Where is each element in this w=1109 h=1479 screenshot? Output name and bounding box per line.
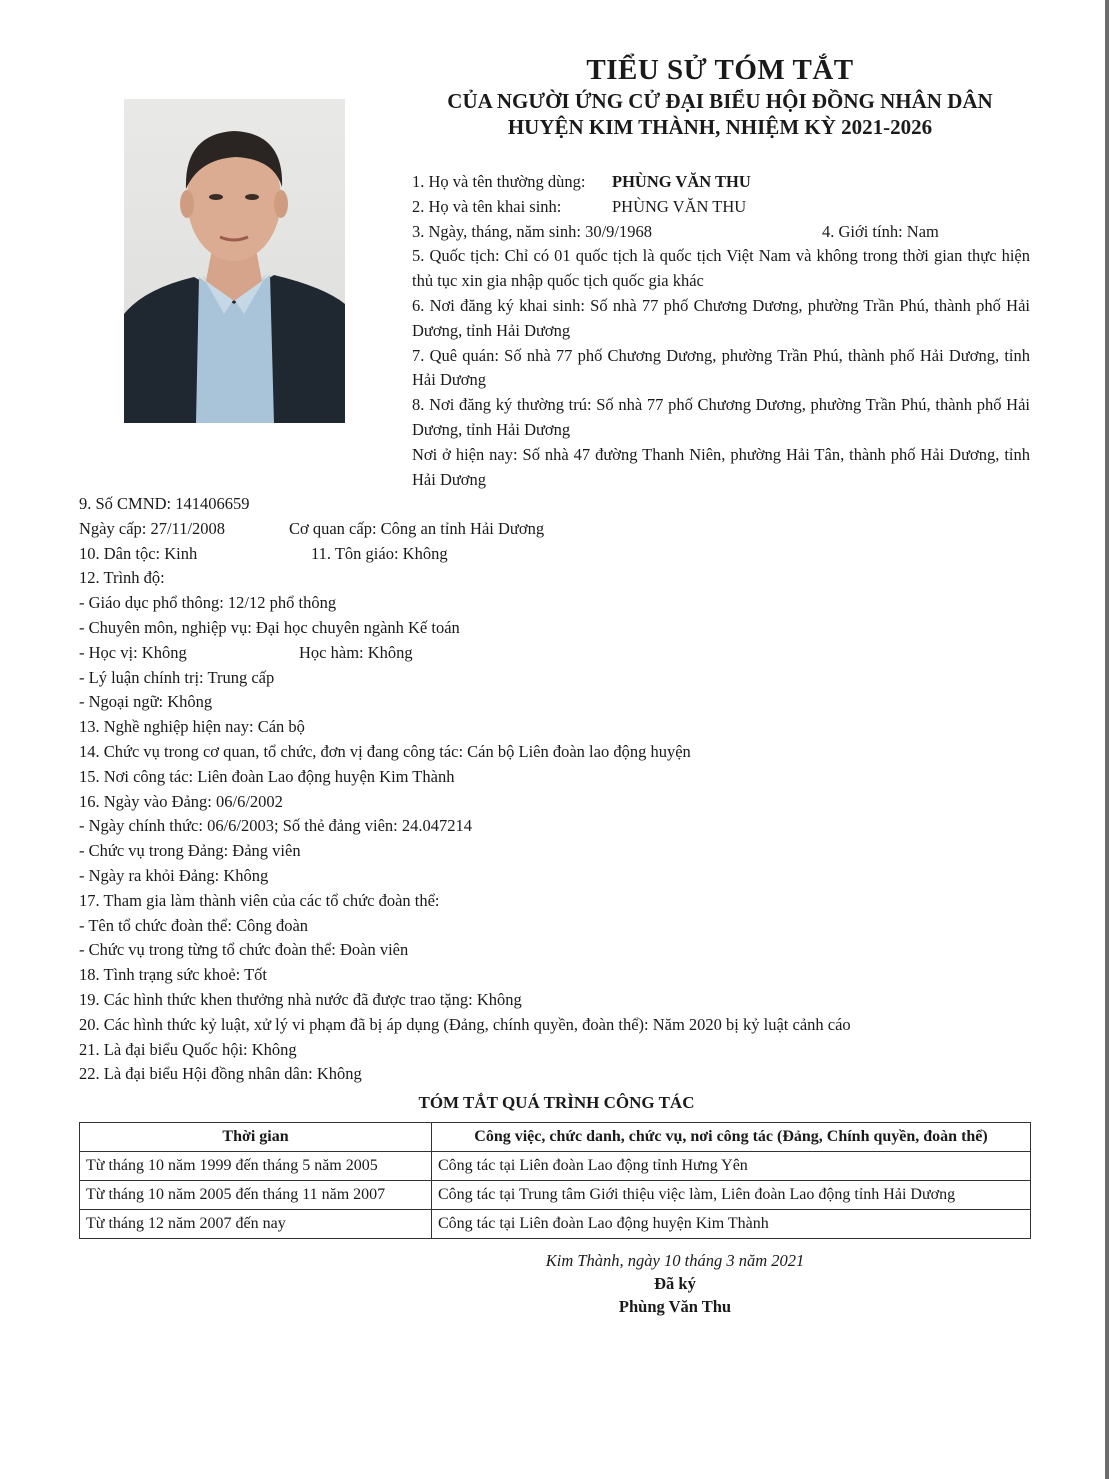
occupation: 13. Nghề nghiệp hiện nay: Cán bộ: [79, 717, 305, 737]
academic-title: Học hàm: Không: [299, 642, 413, 662]
signature-block: [530, 1249, 820, 1318]
document-subtitle-1: CỦA NGƯỜI ỨNG CỬ ĐẠI BIỂU HỘI ĐỒNG NHÂN DÂN: [447, 89, 993, 113]
birth-name-value: PHÙNG VĂN THU: [612, 196, 747, 216]
common-name-label: 1. Họ và tên thường dùng:: [412, 172, 586, 191]
birth-name-label: 2. Họ và tên khai sinh:: [412, 196, 562, 216]
foreign-language: - Ngoại ngữ: Không: [79, 692, 213, 712]
education-heading: 12. Trình độ:: [79, 568, 165, 588]
religion: 11. Tôn giáo: Không: [311, 543, 448, 563]
column-header-time: Thời gian: [80, 1123, 432, 1152]
portrait-image: [124, 99, 345, 423]
table-row: [80, 1181, 1031, 1210]
column-header-work: Công việc, chức danh, chức vụ, nơi công tác (Đảng, Chính quyền, đoàn thể): [432, 1123, 1031, 1152]
document-header: [400, 52, 1040, 140]
personal-info-main: [79, 492, 1039, 1087]
table-header-row: [80, 1123, 1031, 1152]
info-line-3: [412, 220, 1030, 245]
signer-name: Phùng Văn Thu: [618, 1297, 732, 1316]
ethnicity: 10. Dân tộc: Kinh: [79, 543, 198, 563]
id-issue-date: Ngày cấp: 27/11/2008: [79, 518, 226, 538]
party-join-date: 16. Ngày vào Đảng: 06/6/2002: [79, 791, 283, 811]
gender: 4. Giới tính: Nam: [822, 221, 939, 241]
national-assembly-delegate: 21. Là đại biểu Quốc hội: Không: [79, 1039, 297, 1059]
info-line-2: [412, 195, 1030, 220]
workplace: 15. Nơi công tác: Liên đoàn Lao động huyện Kim Thành: [79, 766, 455, 786]
organization-position: - Chức vụ trong từng tổ chức đoàn thể: Đoàn viên: [79, 940, 409, 960]
signed-note: Đã ký: [654, 1274, 696, 1293]
table-row: [80, 1152, 1031, 1181]
table-cell-work: Công tác tại Liên đoàn Lao động tỉnh Hưng Yên: [432, 1152, 1031, 1181]
id-issue-agency: Cơ quan cấp: Công an tỉnh Hải Dương: [289, 518, 545, 538]
dob: 3. Ngày, tháng, năm sinh: 30/9/1968: [412, 221, 652, 241]
birth-registration-place: 6. Nơi đăng ký khai sinh: Số nhà 77 phố Chương Dương, phường Trần Phú, thành phố Hải Dương, tỉnh Hải Dương: [412, 295, 1030, 340]
discipline: 20. Các hình thức kỷ luật, xử lý vi phạm đã bị áp dụng (Đảng, chính quyền, đoàn thể): Năm 2020 bị kỷ luật cảnh cáo: [79, 1014, 851, 1034]
portrait-photo: [124, 99, 345, 423]
general-education: - Giáo dục phổ thông: 12/12 phổ thông: [79, 593, 337, 613]
permanent-residence: 8. Nơi đăng ký thường trú: Số nhà 77 phố Chương Dương, phường Trần Phú, thành phố Hải Dương, tỉnh Hải Dương: [412, 395, 1030, 439]
id-issue-line: [79, 517, 1039, 542]
council-delegate: 22. Là đại biểu Hội đồng nhân dân: Không: [79, 1064, 362, 1084]
academic-degree: - Học vị: Không: [79, 642, 187, 662]
party-official-date: - Ngày chính thức: 06/6/2003; Số thẻ đảng viên: 24.047214: [79, 816, 472, 836]
info-line-1: [412, 170, 1030, 195]
table-cell-work: Công tác tại Trung tâm Giới thiệu việc làm, Liên đoàn Lao động tỉnh Hải Dương: [432, 1181, 1031, 1210]
nationality: 5. Quốc tịch: Chỉ có 01 quốc tịch là quốc tịch Việt Nam và không trong thời gian thực hiện thủ tục xin gia nhập quốc tịch quốc gia khác: [412, 246, 1030, 291]
hometown: 7. Quê quán: Số nhà 77 phố Chương Dương, phường Trần Phú, thành phố Hải Dương, tỉnh Hải Dương: [412, 345, 1030, 390]
document-subtitle-2: HUYỆN KIM THÀNH, NHIỆM KỲ 2021-2026: [507, 115, 933, 139]
table-cell-time: Từ tháng 12 năm 2007 đến nay: [80, 1210, 432, 1239]
party-leave-date: - Ngày ra khỏi Đảng: Không: [79, 865, 269, 885]
awards: 19. Các hình thức khen thưởng nhà nước đã được trao tặng: Không: [79, 989, 522, 1009]
page-edge: [1105, 0, 1109, 1479]
work-history-title: TÓM TẮT QUÁ TRÌNH CÔNG TÁC: [418, 1093, 695, 1112]
health-status: 18. Tình trạng sức khoẻ: Tốt: [79, 965, 267, 985]
table-cell-work: Công tác tại Liên đoàn Lao động huyện Kim Thành: [432, 1210, 1031, 1239]
table-row: [80, 1210, 1031, 1239]
work-history-table: [79, 1122, 1031, 1239]
table-cell-time: Từ tháng 10 năm 1999 đến tháng 5 năm 2005: [80, 1152, 432, 1181]
personal-info-top: [412, 170, 1030, 492]
ethnic-religion-line: [79, 542, 1039, 567]
professional-qualification: - Chuyên môn, nghiệp vụ: Đại học chuyên ngành Kế toán: [79, 617, 460, 637]
current-residence: Nơi ở hiện nay: Số nhà 47 đường Thanh Niên, phường Hải Tân, thành phố Hải Dương, tỉnh Hải Dương: [412, 444, 1030, 489]
document-title: TIỂU SỬ TÓM TẮT: [586, 54, 854, 86]
table-cell-time: Từ tháng 10 năm 2005 đến tháng 11 năm 2007: [80, 1181, 432, 1210]
common-name-value: PHÙNG VĂN THU: [612, 172, 751, 191]
degree-line: [79, 641, 1039, 666]
id-number: 9. Số CMND: 141406659: [79, 494, 250, 513]
position: 14. Chức vụ trong cơ quan, tổ chức, đơn vị đang công tác: Cán bộ Liên đoàn lao động huyện: [79, 741, 691, 761]
organizations-heading: 17. Tham gia làm thành viên của các tổ chức đoàn thể:: [79, 890, 440, 910]
party-position: - Chức vụ trong Đảng: Đảng viên: [79, 841, 301, 861]
political-theory: - Lý luận chính trị: Trung cấp: [79, 667, 275, 687]
signature-place-date: Kim Thành, ngày 10 tháng 3 năm 2021: [545, 1251, 805, 1270]
organization-name: - Tên tổ chức đoàn thể: Công đoàn: [79, 915, 309, 935]
